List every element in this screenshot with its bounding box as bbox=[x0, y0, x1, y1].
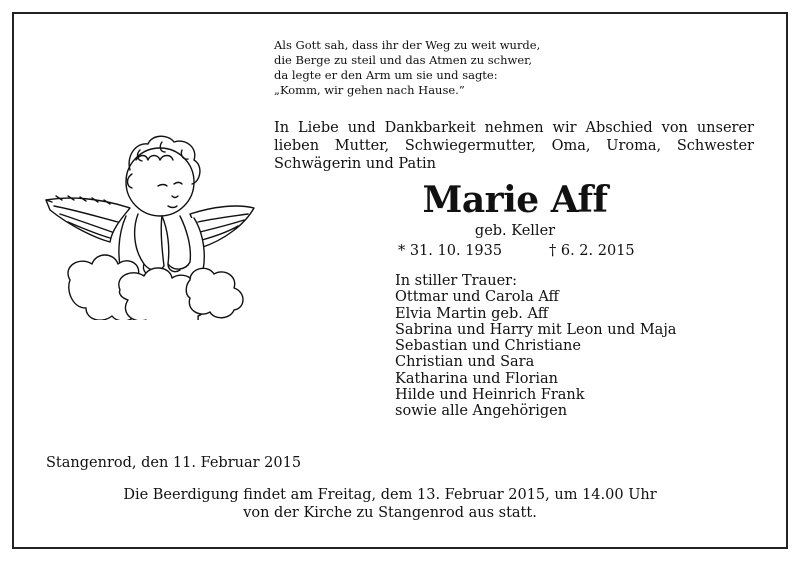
farewell-text: In Liebe und Dankbarkeit nehmen wir Abschied von unserer lieben Mutter, Schwiegermutter, Oma, Uroma, Schwester Schwägerin und Patin bbox=[274, 120, 754, 172]
cherub-angel-icon bbox=[40, 130, 260, 320]
poem-line: Als Gott sah, dass ihr der Weg zu weit wurde, bbox=[274, 38, 541, 52]
mourners-heading: In stiller Trauer: bbox=[395, 273, 517, 289]
mourner-entry: Christian und Sara bbox=[395, 354, 535, 371]
death-date: † 6. 2. 2015 bbox=[549, 243, 635, 259]
poem bbox=[274, 38, 540, 98]
funeral-line: von der Kirche zu Stangenrod aus statt. bbox=[243, 505, 537, 521]
mourner-entry: Ottmar und Carola Aff bbox=[395, 289, 559, 306]
maiden-name: geb. Keller bbox=[474, 223, 556, 239]
mourner-entry: Sebastian und Christiane bbox=[395, 338, 581, 355]
birth-date: * 31. 10. 1935 bbox=[398, 243, 503, 259]
mourner-entry: Elvia Martin geb. Aff bbox=[395, 305, 549, 322]
mourner-entry: Hilde und Heinrich Frank bbox=[395, 387, 585, 404]
mourners-list bbox=[395, 273, 676, 420]
poem-line: die Berge zu steil und das Atmen zu schwer, bbox=[274, 53, 533, 67]
poem-line: „Komm, wir gehen nach Hause.” bbox=[274, 83, 465, 97]
mourner-entry: Katharina und Florian bbox=[395, 370, 558, 387]
funeral-notice bbox=[40, 486, 740, 522]
poem-line: da legte er den Arm um sie und sagte: bbox=[274, 68, 498, 82]
place-and-date: Stangenrod, den 11. Februar 2015 bbox=[46, 455, 302, 471]
mourner-entry: Sabrina und Harry mit Leon und Maja bbox=[395, 321, 677, 338]
funeral-line: Die Beerdigung findet am Freitag, dem 13. Februar 2015, um 14.00 Uhr bbox=[123, 487, 657, 503]
mourner-entry: sowie alle Angehörigen bbox=[395, 403, 568, 420]
deceased-name: Marie Aff bbox=[422, 179, 608, 221]
